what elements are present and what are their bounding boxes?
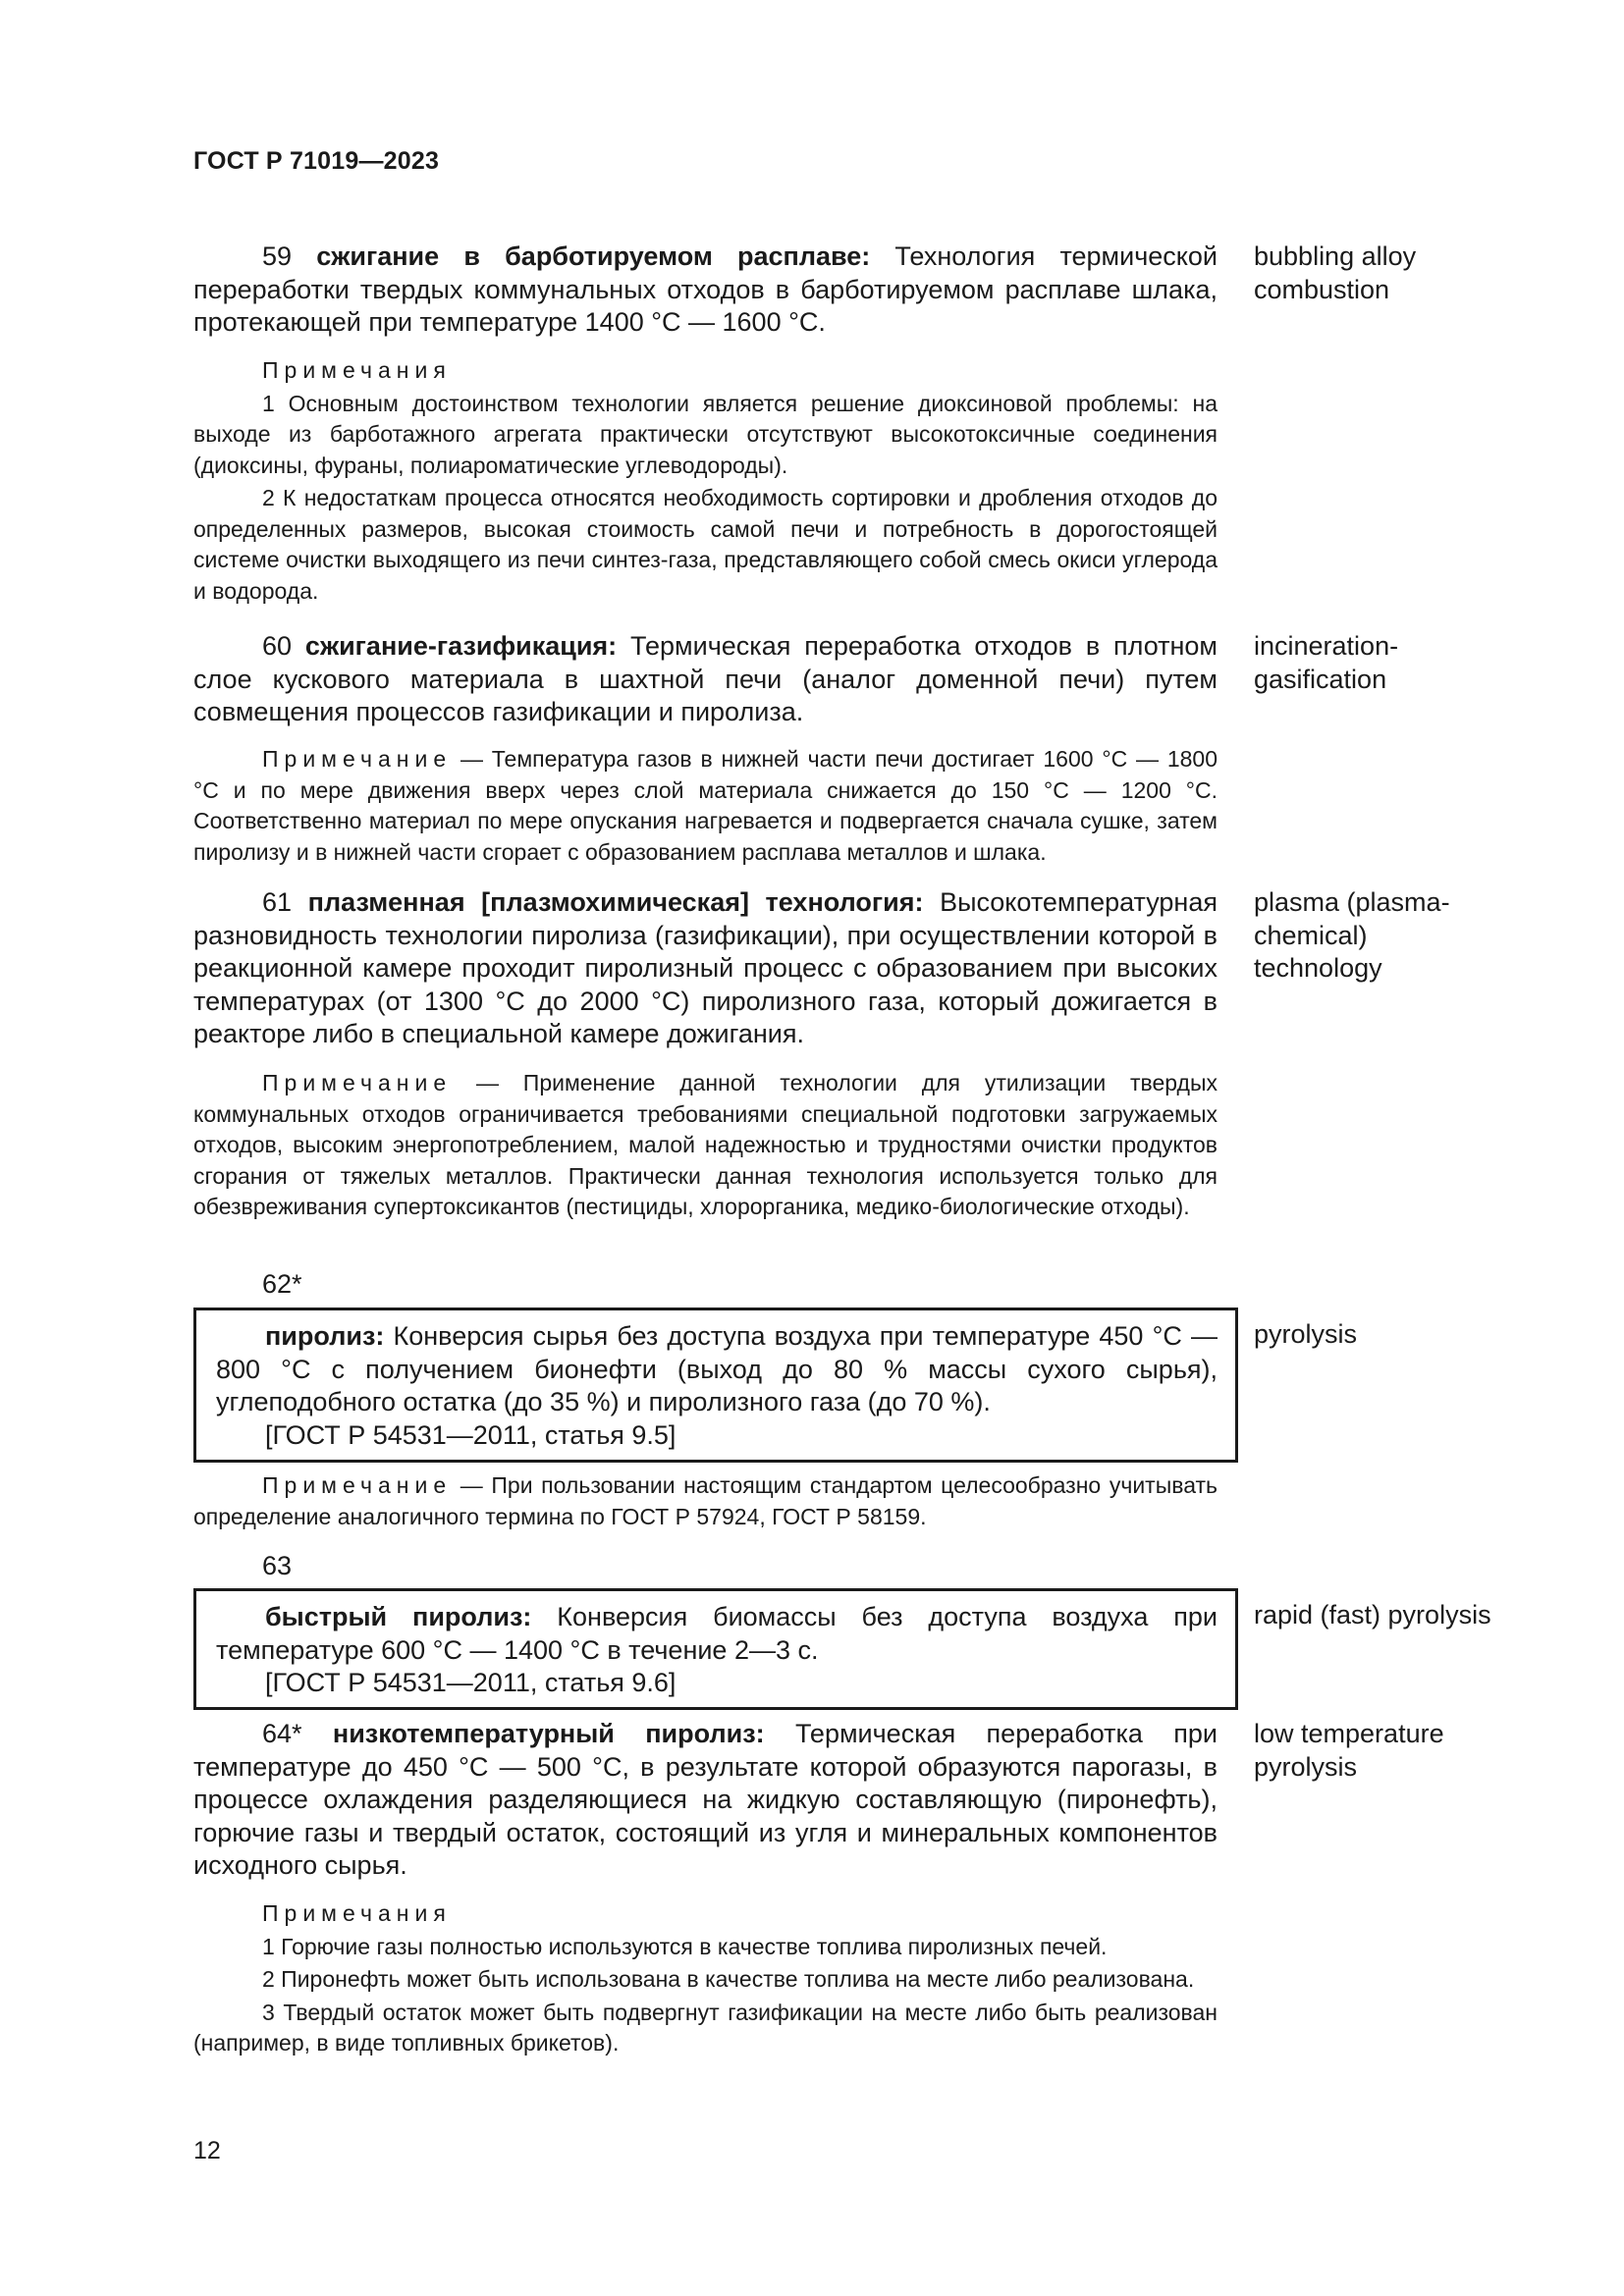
term-number: 59 [262, 241, 293, 271]
note-item: 2 Пиронефть может быть использована в качестве топлива на месте либо реализована. [262, 1966, 1195, 1992]
note-text: — Температура газов в нижней части печи достигает 1600 °С — 1800 °С и по мере движения вверх через слой материала снижается до 150 °С — 1200 °С. Соответственно материал по мере опускания нагревается и подвергается сначала сушке, затем пиролизу и в нижней части сгорает с образованием расплава металлов и шлака. [193, 746, 1218, 865]
note-item: 3 Твердый остаток может быть подвергнут газификации на месте либо быть реализован (например, в виде топливных брикетов). [193, 1999, 1218, 2056]
document-header: ГОСТ Р 71019—2023 [193, 147, 440, 175]
page-number: 12 [193, 2137, 221, 2164]
term-definition [193, 240, 1218, 340]
note-60 [193, 744, 1218, 868]
term-source: [ГОСТ Р 54531—2011, статья 9.6] [265, 1668, 677, 1697]
note-text: — При пользовании настоящим стандартом целесообразно учитывать определение аналогичного термина по ГОСТ Р 57924, ГОСТ Р 58159. [193, 1472, 1218, 1529]
english-equivalent: bubbling alloy combustion [1254, 241, 1417, 304]
term-name: пиролиз: [265, 1321, 385, 1351]
term-definition [216, 1320, 1218, 1452]
term-box-62 [193, 1308, 1238, 1463]
term-name: сжигание-газификация: [304, 631, 618, 661]
note-item: 1 Горючие газы полностью используются в качестве топлива пиролизных печей. [262, 1933, 1108, 1959]
term-number: 60 [262, 631, 293, 661]
term-definition [193, 1718, 1218, 1883]
term-number: 63 [262, 1551, 293, 1580]
note-item: 2 К недостаткам процесса относятся необходимость сортировки и дробления отходов до определенных размеров, высокая стоимость самой печи и потребность в дорогостоящей системе очистки выходящего из печи синтез-газа, представляющего собой смесь окиси углерода и водорода. [193, 485, 1218, 604]
english-equivalent: rapid (fast) pyrolysis [1254, 1600, 1491, 1629]
term-name: сжигание в барботируемом расплаве: [316, 241, 871, 271]
english-equivalent: low temperature pyrolysis [1254, 1719, 1444, 1782]
term-name: плазменная [плазмохимическая] технология: [307, 887, 924, 917]
term-source: [ГОСТ Р 54531—2011, статья 9.5] [265, 1419, 677, 1450]
term-definition-text: Конверсия биомассы без доступа воздуха при температуре 600 °С — 1400 °С в течение 2—3 с. [216, 1602, 1218, 1665]
term-definition-text: Термическая переработка при температуре до 450 °С — 500 °С, в результате которой образуются парогазы, в процессе охлаждения разделяющиеся на жидкую составляющую (пиронефть), горючие газы и твердый остаток, состоящий из угля и минеральных компонентов исходного сырья. [193, 1719, 1218, 1880]
term-definition [216, 1601, 1218, 1700]
term-name: низкотемпературный пиролиз: [332, 1719, 765, 1748]
term-name: быстрый пиролиз: [265, 1602, 532, 1631]
english-equivalent: pyrolysis [1254, 1319, 1358, 1349]
notes-heading: Примечания [262, 1900, 452, 1926]
term-number: 61 [262, 887, 293, 917]
term-definition-text: Высокотемпературная разновидность технологии пиролиза (газификации), при осуществлении которой в реакционной камере проходит пиролизный процесс с образованием при высоких температурах (от 1300 °С до 2000 °С) пиролизного газа, который дожигается в реакторе либо в специальной камере дожигания. [193, 887, 1218, 1048]
term-definition-text: Термическая переработка отходов в плотном слое кускового материала в шахтной печи (аналог доменной печи) путем совмещения процессов газификации и пиролиза. [193, 631, 1218, 726]
term-definition [193, 886, 1218, 1051]
notes-64 [193, 1898, 1218, 2059]
note-61 [193, 1068, 1218, 1223]
term-definition-text: Конверсия сырья без доступа воздуха при температуре 450 °С — 800 °С с получением бионефти (выход до 80 % массы сухого сырья), углеподобного остатка (до 35 %) и пиролизного газа (до 70 %). [216, 1321, 1218, 1416]
note-62 [193, 1470, 1218, 1532]
term-number: 64* [262, 1719, 302, 1748]
note-label: Примечание [262, 1472, 453, 1498]
note-text: — Применение данной технологии для утилизации твердых коммунальных отходов ограничивается требованиями специальной подготовки загружаемых отходов, высоким энергопотреблением, малой надежностью и трудностями очистки продуктов сгорания от тяжелых металлов. Практически данная технология используется только для обезвреживания супертоксикантов (пестициды, хлорорганика, медико-биологические отходы). [193, 1070, 1218, 1219]
note-label: Примечание [262, 1070, 453, 1095]
term-definition-text: Технология термической переработки твердых коммунальных отходов в барботируемом расплаве шлака, протекающей при температуре 1400 °С — 1600 °С. [193, 241, 1218, 337]
english-equivalent: plasma (plasma-chemical) technology [1254, 887, 1450, 983]
notes-heading: Примечания [262, 357, 452, 383]
term-number: 62* [262, 1269, 302, 1299]
term-definition [193, 630, 1218, 729]
notes-59 [193, 355, 1218, 607]
note-label: Примечание [262, 746, 453, 772]
term-box-63 [193, 1588, 1238, 1710]
english-equivalent: incineration-gasification [1254, 631, 1399, 694]
note-item: 1 Основным достоинством технологии является решение диоксиновой проблемы: на выходе из барботажного агрегата практически отсутствуют высокотоксичные соединения (диоксины, фураны, полиароматические углеводороды). [193, 390, 1218, 478]
